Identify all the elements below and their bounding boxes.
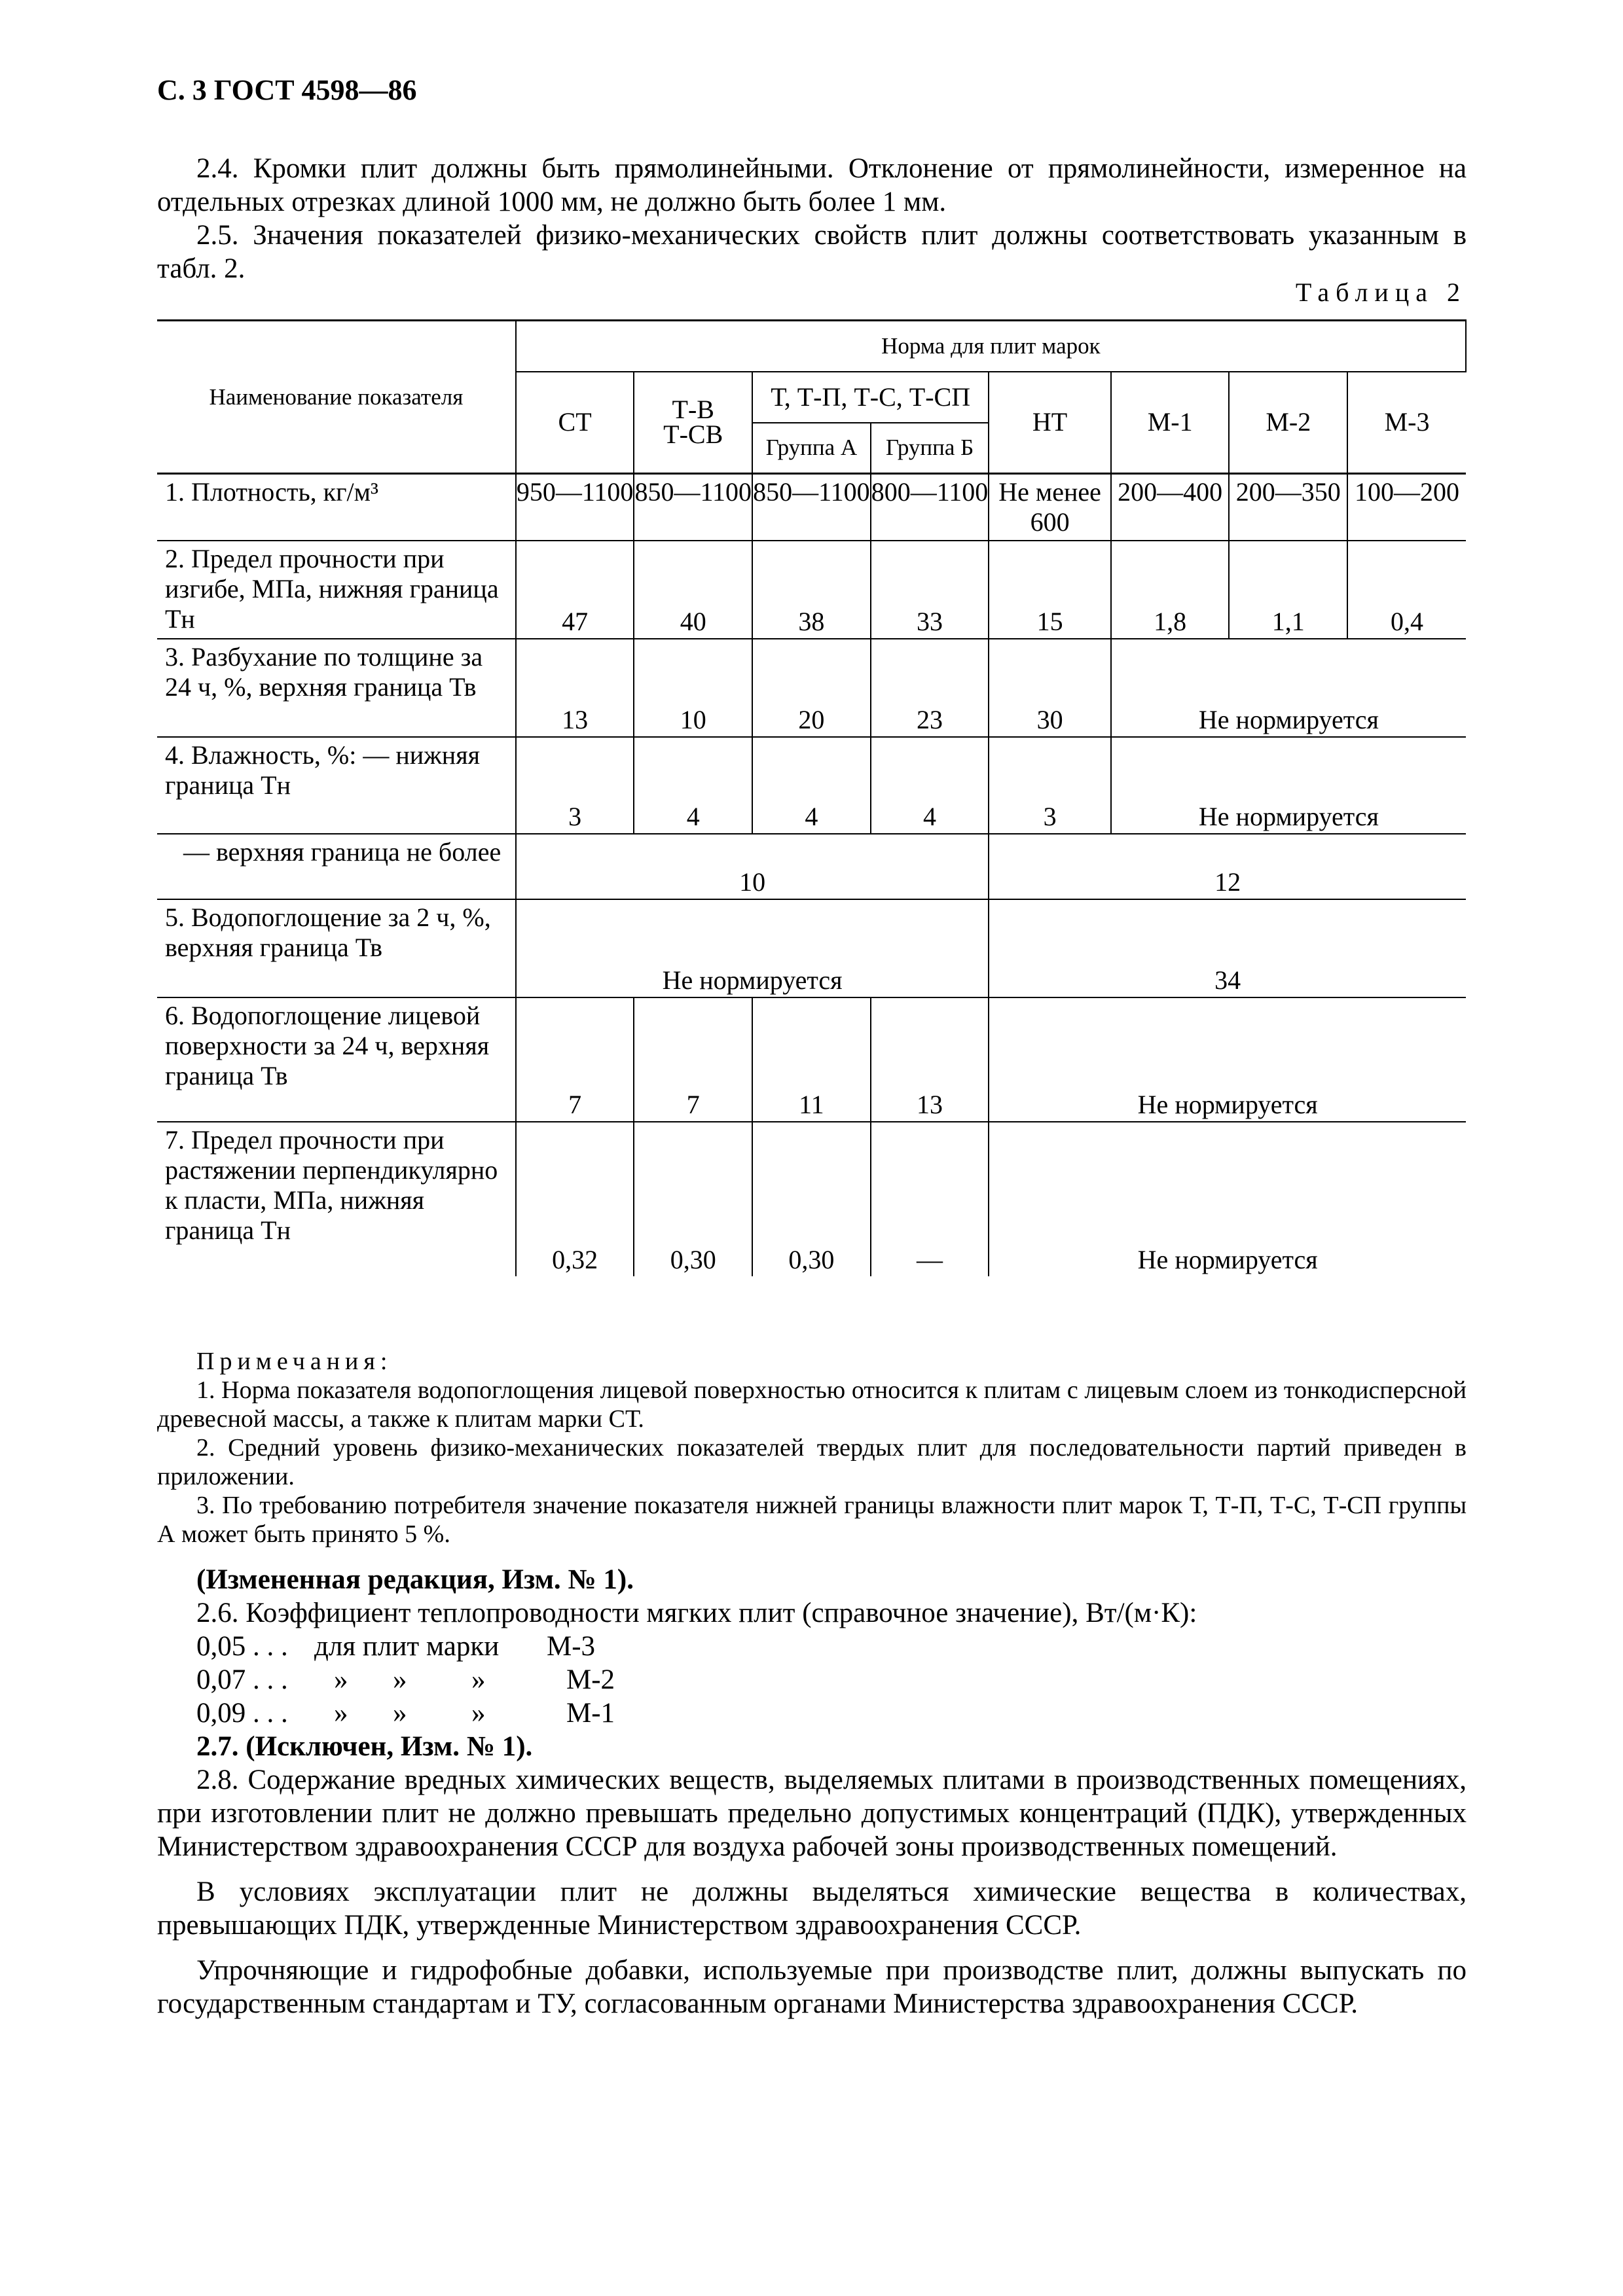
clause-2-8-para-2: В условиях эксплуатации плит не должны выделяться химические вещества в количествах, превышающих ПДК, утвержденные Министерством здравоохранения СССР.: [157, 1876, 1467, 1941]
table-row: [157, 541, 1466, 639]
note-1: 1. Норма показателя водопоглощения лицевой поверхностью относится к плитам с лицевым слоем из тонкодисперсной древесной массы, а также к плитам марки СТ.: [157, 1376, 1467, 1433]
coef-row: [157, 1663, 1467, 1696]
cell: —: [871, 1122, 989, 1276]
cell: 3: [989, 737, 1110, 834]
cell: 34: [989, 899, 1466, 997]
cell: 0,30: [634, 1122, 752, 1276]
cell: Не нормируется: [989, 997, 1466, 1122]
table-notes: [157, 1347, 1467, 1549]
cell: Не менее 600: [989, 474, 1110, 541]
coef-value: 0,07 . . .: [196, 1664, 288, 1695]
coef-value: 0,05 . . .: [196, 1631, 288, 1662]
cell: 200—400: [1111, 474, 1230, 541]
cell: Не нормируется: [516, 899, 989, 997]
ditto-mark: »: [393, 1698, 407, 1729]
coef-value: 0,09 . . .: [196, 1698, 288, 1729]
table-row: [157, 834, 1466, 899]
cell: Не нормируется: [1111, 737, 1466, 834]
cell: 100—200: [1347, 474, 1466, 541]
cell: 23: [871, 639, 989, 737]
grade-tv: Т-В Т-СВ: [634, 372, 752, 474]
paragraph-gap: [157, 1863, 1467, 1875]
cell: 20: [752, 639, 871, 737]
column-header-norm: Норма для плит марок: [516, 321, 1466, 372]
cell: 850—1100: [634, 474, 752, 541]
intro-section: [157, 152, 1467, 285]
cell: 13: [871, 997, 989, 1122]
grade-m1: М-1: [1111, 372, 1230, 474]
cell: 950—1100: [516, 474, 634, 541]
clause-2-5: 2.5. Значения показателей физико-механических свойств плит должны соответствовать указанным в табл. 2.: [157, 220, 1467, 284]
clause-2-6: 2.6. Коэффициент теплопроводности мягких плит (справочное значение), Вт/(м·К):: [196, 1598, 1197, 1628]
cell: 0,4: [1347, 541, 1466, 639]
clause-2-8: 2.8. Содержание вредных химических веществ, выделяемых плитами в производственных помещениях, при изготовлении плит не должно превышать предельно допустимых концентраций (ПДК), утвержденных Министерством здравоохранения СССР для воздуха рабочей зоны производственных помещений.: [157, 1765, 1467, 1862]
cell: 15: [989, 541, 1110, 639]
coef-row: [157, 1630, 1467, 1663]
cell: 4: [871, 737, 989, 834]
clause-2-7: 2.7. (Исключен, Изм. № 1).: [196, 1731, 533, 1762]
column-header-name: Наименование показателя: [157, 321, 516, 474]
cell: 12: [989, 834, 1466, 899]
cell: 30: [989, 639, 1110, 737]
amendment-note: (Измененная редакция, Изм. № 1).: [196, 1564, 634, 1595]
coef-grade: М-1: [566, 1698, 615, 1729]
cell: 1,8: [1111, 541, 1230, 639]
cell: 13: [516, 639, 634, 737]
row-name: 3. Разбухание по толщине за 24 ч, %, верхняя граница Тв: [157, 639, 516, 737]
grade-group-b: Группа Б: [871, 423, 989, 474]
row-name: 7. Предел прочности при растяжении перпендикулярно к пласти, МПа, нижняя граница Тн: [157, 1122, 516, 1276]
cell: 3: [516, 737, 634, 834]
notes-title: Примечания:: [196, 1348, 393, 1375]
cell: 800—1100: [871, 474, 989, 541]
cell: 4: [634, 737, 752, 834]
cell: 10: [516, 834, 989, 899]
cell: 33: [871, 541, 989, 639]
cell: 7: [516, 997, 634, 1122]
ditto-mark: »: [471, 1664, 486, 1695]
coef-grade: М-2: [566, 1664, 615, 1695]
table-row: [157, 997, 1466, 1122]
grade-m2: М-2: [1229, 372, 1347, 474]
coef-label: для плит марки: [314, 1631, 500, 1662]
grade-m3: М-3: [1347, 372, 1466, 474]
table-2: [157, 319, 1467, 1276]
properties-table: [157, 319, 1467, 1276]
cell: Не нормируется: [1111, 639, 1466, 737]
cell: 850—1100: [752, 474, 871, 541]
table-row: [157, 1122, 1466, 1276]
ditto-mark: »: [393, 1664, 407, 1695]
table-row: [157, 737, 1466, 834]
grade-group-a: Группа А: [752, 423, 871, 474]
table-row: [157, 639, 1466, 737]
row-name: — верхняя граница не более: [157, 834, 516, 899]
page-header: С. 3 ГОСТ 4598—86: [157, 74, 417, 106]
row-name: 1. Плотность, кг/м³: [157, 474, 516, 541]
ditto-mark: »: [334, 1664, 348, 1695]
cell: 11: [752, 997, 871, 1122]
clause-2-4: 2.4. Кромки плит должны быть прямолинейными. Отклонение от прямолинейности, измеренное на отдельных отрезках длиной 1000 мм, не должно быть более 1 мм.: [157, 153, 1467, 217]
cell: 4: [752, 737, 871, 834]
row-name: 5. Водопоглощение за 2 ч, %, верхняя граница Тв: [157, 899, 516, 997]
note-2: 2. Средний уровень физико-механических показателей твердых плит для последовательности партий приведен в приложении.: [157, 1434, 1467, 1490]
table-row: [157, 474, 1466, 541]
grade-nt: НТ: [989, 372, 1110, 474]
clause-2-8-para-3: Упрочняющие и гидрофобные добавки, используемые при производстве плит, должны выпускать по государственным стандартам и ТУ, согласованным органами Министерства здравоохранения СССР.: [157, 1955, 1467, 2019]
cell: 10: [634, 639, 752, 737]
cell: 38: [752, 541, 871, 639]
cell: 47: [516, 541, 634, 639]
table-row: [157, 899, 1466, 997]
document-page: [157, 0, 1467, 2296]
ditto-mark: »: [334, 1698, 348, 1729]
paragraph-gap: [157, 1942, 1467, 1954]
grade-t-group: Т, Т-П, Т-С, Т-СП: [752, 372, 989, 423]
cell: 0,30: [752, 1122, 871, 1276]
coef-grade: М-3: [547, 1631, 596, 1662]
cell: 7: [634, 997, 752, 1122]
row-name: 6. Водопоглощение лицевой поверхности за 24 ч, верхняя граница Тв: [157, 997, 516, 1122]
row-name: 2. Предел прочности при изгибе, МПа, нижняя граница Тн: [157, 541, 516, 639]
cell: 0,32: [516, 1122, 634, 1276]
cell: 200—350: [1229, 474, 1347, 541]
cell: Не нормируется: [989, 1122, 1466, 1276]
clauses-after-table: [157, 1563, 1467, 2020]
ditto-mark: »: [471, 1698, 486, 1729]
coef-row: [157, 1696, 1467, 1730]
grade-st: СТ: [516, 372, 634, 474]
table-caption: Таблица 2: [1295, 278, 1467, 307]
row-name: 4. Влажность, %: — нижняя граница Тн: [157, 737, 516, 834]
cell: 40: [634, 541, 752, 639]
cell: 1,1: [1229, 541, 1347, 639]
note-3: 3. По требованию потребителя значение показателя нижней границы влажности плит марок Т, Т-П, Т-С, Т-СП группы А может быть принято 5 %.: [157, 1492, 1467, 1548]
